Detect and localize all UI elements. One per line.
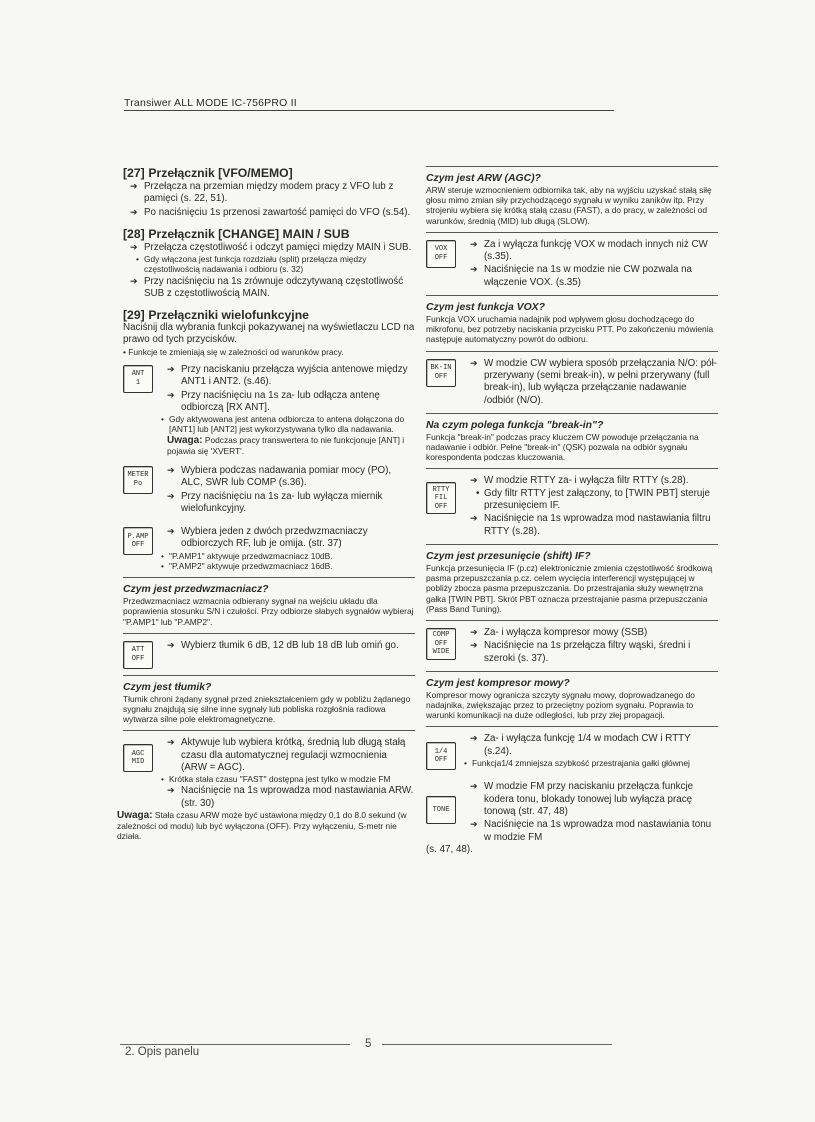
agc-block (123, 736, 415, 810)
left-column (117, 166, 415, 842)
question-text: Przedwzmacniacz wzmacnia odbierany sygnał na wejściu układu dla poprawienia stosunku S/N i czułości. Przy odbiorze słabych sygnałów wybieraj "P.AMP1" lub "P.AMP2". (123, 596, 414, 627)
bullet-note: • "P.AMP1" aktywuje przedwzmacniacz 10dB. (160, 551, 415, 561)
divider (426, 726, 718, 727)
list-item: ➔ Aktywuje lub wybiera krótką, średnią lub długą stałą czasu dla automatycznej regulacji wzmocnienia (ARW = AGC). (160, 736, 415, 774)
list-item: ➔ Przy naciśnięciu na 1s zrównuje odczytywaną częstotliwość SUB z częstotliwością MAIN. (123, 275, 415, 301)
divider (123, 730, 415, 731)
divider (426, 166, 718, 167)
vox-key-icon: VOX OFF (426, 240, 456, 268)
question-title: Czym jest ARW (AGC)? (426, 173, 541, 184)
section-28 (123, 227, 415, 300)
list-item: ➔ Przełącza częstotliwość i odczyt pamięci między MAIN i SUB. (123, 241, 415, 254)
note-text: Podczas pracy transwertera to nie funkcjonuje [ANT] i pojawia się 'XVERT'. (167, 434, 405, 456)
section-title: Przełącznik [VFO/MEMO] (148, 166, 293, 180)
divider (123, 675, 415, 676)
running-header: Transiwer ALL MODE IC-756PRO II (124, 97, 614, 111)
quarter-block (426, 732, 718, 770)
ant-key-icon: ANT 1 (123, 365, 153, 393)
att-block (123, 639, 415, 669)
question-text: Funkcja "break-in" podczas pracy kluczem CW powoduje przełączania na nadawanie i odbiór. Pełne "break-in" (QSK) pozwala na odbiór sygnału korespondenta podczas kluczowania. (426, 431, 699, 463)
tone-page-ref: (s. 47, 48). (426, 843, 473, 855)
question-text: Kompresor mowy ogranicza szczyty sygnału mowy, doprowadzanego do nadajnika, zwiększając przez to przeciętny poziom sygnału. Poprawia to warunki komunikacji na duże odległości, lub przy złej propagacji. (426, 689, 695, 721)
bullet-note: • Gdy włączona jest funkcja rozdziału (split) przełącza między częstotliwością nadawania i odbioru (s. 32) (123, 254, 415, 274)
question-vox (426, 301, 718, 345)
pamp-key-icon: P.AMP OFF (123, 527, 153, 555)
vox-block (426, 238, 718, 289)
list-item: ➔ Naciśnięcie na 1s wprowadza mod nastawiania ARW. (str. 30) (160, 784, 415, 810)
tone-block (426, 780, 718, 843)
question-text: ARW steruje wzmocnieniem odbiornika tak, aby na wyjściu uzyskać stałą siłę głosu mimo zmian siły przychodzącego sygnału w wyniku zaników itp. Przy strojeniu wybiera się krótką stałą czasu (FAST), a do pracy, w zależności od warunków, średnią (MID) lub długą (SLOW). (426, 185, 712, 226)
ant-block (123, 363, 415, 456)
question-shift (426, 550, 718, 614)
bullet-note: • Funkcja1/4 zmniejsza szybkość przestrajania gałki głównej (463, 758, 718, 768)
list-item: ➔ Wybierz tłumik 6 dB, 12 dB lub 18 dB lub omiń go. (160, 639, 415, 652)
meter-block (123, 464, 415, 515)
question-title: Czym jest tłumik? (123, 681, 212, 693)
bullet-note: • Gdy filtr RTTY jest załączony, to [TWIN PBT] steruje przesunięciem IF. (463, 488, 718, 513)
section-number: [28] (123, 226, 145, 241)
bkin-block (426, 357, 718, 407)
section-number: [29] (123, 308, 145, 323)
list-item: ➔ W modzie CW wybiera sposób przełączania N/O: pół-przerywany (semi break-in), w pełni przerywany (full break-in), lub wyłącza przełączanie nadawanie /odbiór (N/O). (463, 357, 718, 407)
bkin-key-icon: BK-IN OFF (426, 359, 456, 387)
question-agc (426, 172, 718, 226)
section-27 (123, 166, 415, 219)
list-item: ➔ Naciśnięcie na 1s przełącza filtry wąski, średni i szeroki (s. 37). (463, 639, 718, 665)
divider (426, 620, 718, 621)
section-intro-note: • Funkcje te zmieniają się w zależności od warunków pracy. (123, 346, 344, 357)
bullet-note: • Gdy aktywowana jest antena odbiorcza to antena dołączona do [ANT1] lub [ANT2] jest wykorzystywana tylko dla nadawania. (160, 414, 415, 434)
question-bkin (426, 419, 718, 463)
question-preamp (123, 583, 415, 627)
question-att (123, 681, 415, 725)
divider (426, 295, 718, 296)
question-title: Czym jest funkcja VOX? (426, 302, 545, 313)
divider (426, 671, 718, 672)
quarter-key-icon: 1/4 OFF (426, 742, 456, 770)
question-title: Czym jest kompresor mowy? (426, 677, 570, 689)
rtty-block (426, 474, 718, 537)
footer-section: 2. Opis panelu (125, 1046, 200, 1058)
list-item: ➔ Przy naciśnięciu na 1s za- lub wyłącza miernik wielofunkcyjny. (160, 490, 415, 516)
note-label: Uwaga: (167, 434, 203, 446)
list-item: ➔ Za i wyłącza funkcję VOX w modach innych niż CW (s.35). (463, 238, 718, 264)
section-title: Przełącznik [CHANGE] MAIN / SUB (148, 226, 350, 241)
question-title: Czym jest przesunięcie (shift) IF? (426, 550, 591, 562)
section-title: Przełączniki wielofunkcyjne (148, 308, 309, 323)
question-text: Funkcja VOX uruchamia nadajnik pod wpływem głosu dochodzącego do mikrofonu, bez potrzeby naciskania przycisku PTT. Po zakończeniu mówienia następuje automatyczny powrót do odbioru. (426, 314, 714, 345)
divider (123, 633, 415, 634)
agc-key-icon: AGC MID (123, 744, 153, 772)
section-number: [27] (123, 166, 145, 180)
divider (426, 232, 718, 233)
list-item: ➔ Naciśnięcie na 1s w modzie nie CW pozwala na włączenie VOX. (s.35) (463, 263, 718, 289)
section-intro: Naciśnij dla wybrania funkcji pokazywanej na wyświetlaczu LCD na prawo od tych przycisków. (123, 322, 415, 346)
question-text: Funkcja przesunięcia IF (p.cz) elektronicznie zmienia częstotliwość środkową pasma przepuszczania p.cz. celem wycięcia interferencji występującej w pobliży zbocza pasma przepuszczania. Do przestrajania służy wewnętrzna gałka [TWIN PBT]. Skrót PBT oznacza przestrajanie pasma przepuszczania (Pass Band Tuning). (426, 562, 713, 614)
att-key-icon: ATT OFF (123, 641, 153, 669)
comp-block (426, 626, 718, 665)
section-29 (123, 308, 415, 571)
list-item: ➔ Wybiera podczas nadawania pomiar mocy (PO), ALC, SWR lub COMP (s.36). (160, 464, 415, 490)
note-text: Stała czasu ARW może być ustawiona między 0,1 do 8.0 sekund (w zależności od modu) lub być wyłączona (OFF). Przy wyłączeniu, S-metr nie działa. (117, 810, 407, 842)
list-item: ➔ Naciśnięcie na 1s wprowadza mod nastawiania tonu w modzie FM (463, 818, 718, 844)
divider (426, 413, 718, 414)
list-item: ➔ Po naciśnięciu 1s przenosi zawartość pamięci do VFO (s.54). (123, 206, 415, 219)
question-title: Na czym polega funkcja "break-in"? (426, 419, 604, 431)
bullet-note: • Krótka stała czasu "FAST" dostępna jest tylko w modzie FM (160, 774, 415, 784)
footer-rule-left (120, 1044, 350, 1045)
page-number: 5 (365, 1038, 372, 1050)
divider (426, 544, 718, 545)
question-title: Czym jest przedwzmacniacz? (123, 584, 269, 596)
tone-key-icon: TONE (426, 796, 456, 824)
rtty-key-icon: RTTY FIL OFF (426, 482, 456, 514)
question-text: Tłumik chroni żądany sygnał przed zniekształceniem gdy w pobliżu żądanego sygnału znajdują się silne inne sygnały lub pobliska rozgłośnia radiowa wytwarza silne pole elektromagnetyczne. (123, 693, 411, 725)
footer-rule-right (382, 1044, 612, 1045)
right-column (426, 166, 718, 856)
meter-key-icon: METER Po (123, 466, 153, 494)
comp-key-icon: COMP OFF WIDE (426, 628, 456, 660)
list-item: ➔ W modzie RTTY za- i wyłącza filtr RTTY (s.28). (463, 474, 718, 487)
list-item: ➔ Przełącza na przemian między modem pracy z VFO lub z pamięci (s. 22, 51). (123, 180, 415, 206)
list-item: ➔ Przy naciskaniu przełącza wyjścia antenowe między ANT1 i ANT2. (s.46). (160, 363, 415, 389)
divider (426, 351, 718, 352)
list-item: ➔ Naciśnięcie na 1s wprowadza mod nastawiania filtru RTTY (s.28). (463, 512, 718, 538)
question-comp (426, 677, 718, 721)
list-item: ➔ Za- i wyłącza funkcję 1/4 w modach CW i RTTY (s.24). (463, 732, 718, 758)
bullet-note: • "P.AMP2" aktywuje przedwzmacniacz 16dB. (160, 561, 415, 571)
pamp-block (123, 525, 415, 571)
divider (426, 468, 718, 469)
note-label: Uwaga: (117, 810, 153, 822)
list-item: ➔ W modzie FM przy naciskaniu przełącza funkcje kodera tonu, blokady tonowej lub wyłącza pracę tonową (str. 47, 48) (463, 780, 718, 818)
divider (123, 577, 415, 578)
list-item: ➔ Wybiera jeden z dwóch przedwzmacniaczy odbiorczych RF, lub je omija. (str. 37) (160, 525, 415, 551)
list-item: ➔ Za- i wyłącza kompresor mowy (SSB) (463, 626, 718, 639)
list-item: ➔ Przy naciśnięciu na 1s za- lub odłącza antenę odbiorczą [RX ANT]. (160, 389, 415, 415)
